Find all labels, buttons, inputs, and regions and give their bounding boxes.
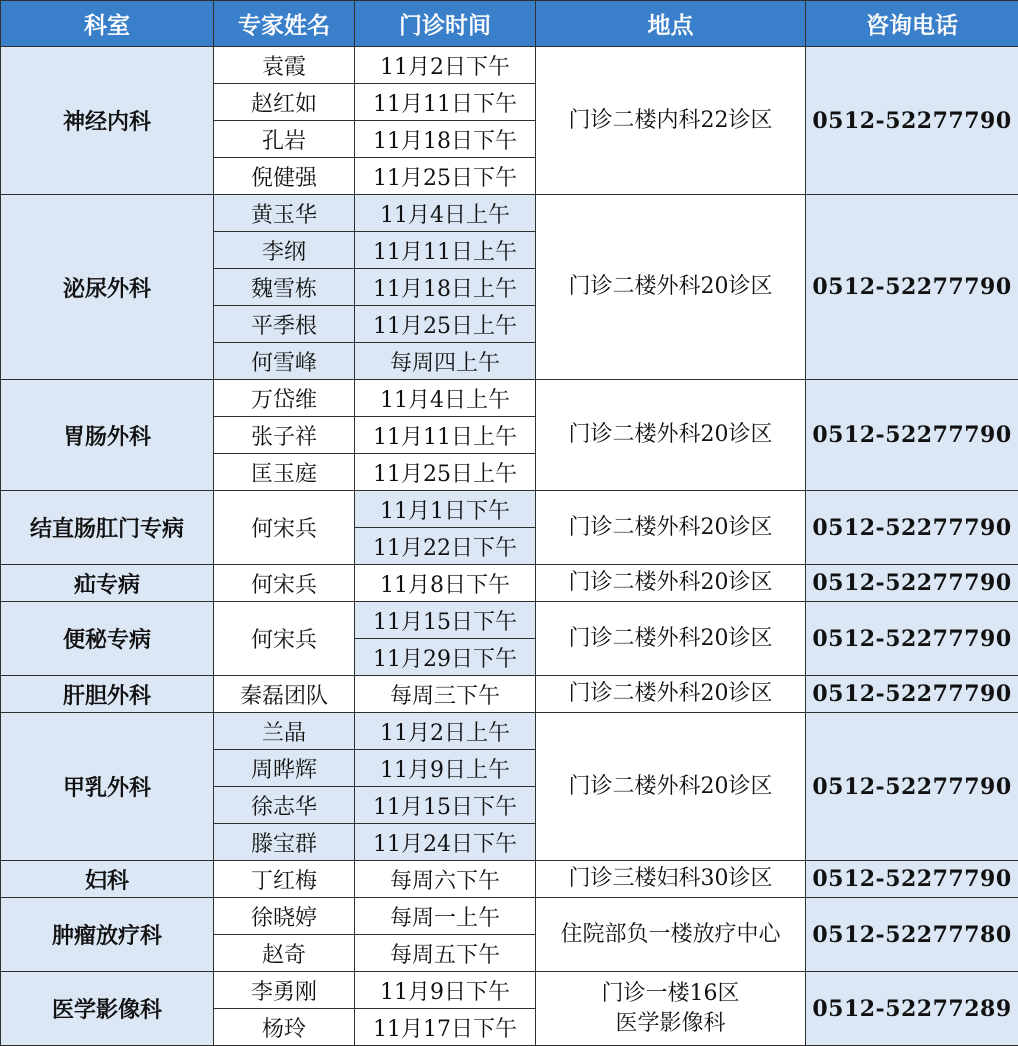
- time-cell: 每周一上午: [355, 898, 536, 935]
- table-row: [1, 676, 1018, 713]
- expert-cell: 平季根: [214, 306, 355, 343]
- phone-cell: 0512-52277790: [806, 565, 1018, 602]
- time-cell: 11月15日下午: [355, 787, 536, 824]
- location-cell: 门诊二楼外科20诊区: [536, 491, 806, 565]
- expert-cell: 匡玉庭: [214, 454, 355, 491]
- dept-cell: 肝胆外科: [1, 676, 214, 713]
- expert-cell: 滕宝群: [214, 824, 355, 861]
- expert-cell: 何雪峰: [214, 343, 355, 380]
- expert-cell: 杨玲: [214, 1009, 355, 1046]
- header-dept: 科室: [1, 1, 214, 47]
- phone-cell: 0512-52277780: [806, 898, 1018, 972]
- location-cell: 门诊二楼外科20诊区: [536, 713, 806, 861]
- header-location: 地点: [536, 1, 806, 47]
- dept-cell: 医学影像科: [1, 972, 214, 1046]
- location-cell: 门诊二楼外科20诊区: [536, 676, 806, 713]
- table-row: [1, 47, 1018, 84]
- expert-cell: 倪健强: [214, 158, 355, 195]
- phone-cell: 0512-52277790: [806, 491, 1018, 565]
- phone-cell: 0512-52277790: [806, 713, 1018, 861]
- expert-cell: 万岱维: [214, 380, 355, 417]
- phone-cell: 0512-52277790: [806, 380, 1018, 491]
- time-cell: 11月2日下午: [355, 47, 536, 84]
- time-cell: 每周三下午: [355, 676, 536, 713]
- time-cell: 每周四上午: [355, 343, 536, 380]
- time-cell: 11月18日上午: [355, 269, 536, 306]
- table-row: [1, 713, 1018, 750]
- table-row: [1, 380, 1018, 417]
- time-cell: 11月11日上午: [355, 417, 536, 454]
- expert-cell: 何宋兵: [214, 602, 355, 676]
- phone-cell: 0512-52277289: [806, 972, 1018, 1046]
- phone-cell: 0512-52277790: [806, 861, 1018, 898]
- dept-cell: 疝专病: [1, 565, 214, 602]
- expert-cell: 魏雪栋: [214, 269, 355, 306]
- location-cell: 门诊三楼妇科30诊区: [536, 861, 806, 898]
- header-time: 门诊时间: [355, 1, 536, 47]
- expert-cell: 袁霞: [214, 47, 355, 84]
- header-phone: 咨询电话: [806, 1, 1018, 47]
- table-row: [1, 565, 1018, 602]
- time-cell: 11月25日上午: [355, 306, 536, 343]
- time-cell: 11月9日上午: [355, 750, 536, 787]
- location-cell: 门诊二楼外科20诊区: [536, 380, 806, 491]
- location-cell: [536, 972, 806, 1046]
- time-cell: 11月11日下午: [355, 84, 536, 121]
- header-expert: 专家姓名: [214, 1, 355, 47]
- location-line-2: 医学影像科: [615, 1010, 726, 1036]
- time-cell: 11月18日下午: [355, 121, 536, 158]
- time-cell: 11月29日下午: [355, 639, 536, 676]
- expert-cell: 兰晶: [214, 713, 355, 750]
- expert-cell: 李勇刚: [214, 972, 355, 1009]
- time-cell: 11月9日下午: [355, 972, 536, 1009]
- dept-cell: 便秘专病: [1, 602, 214, 676]
- dept-cell: 泌尿外科: [1, 195, 214, 380]
- time-cell: 每周六下午: [355, 861, 536, 898]
- expert-cell: 何宋兵: [214, 565, 355, 602]
- dept-cell: 结直肠肛门专病: [1, 491, 214, 565]
- location-cell: 住院部负一楼放疗中心: [536, 898, 806, 972]
- dept-cell: 肿瘤放疗科: [1, 898, 214, 972]
- expert-cell: 秦磊团队: [214, 676, 355, 713]
- location-cell: 门诊二楼外科20诊区: [536, 602, 806, 676]
- expert-cell: 孔岩: [214, 121, 355, 158]
- time-cell: 11月24日下午: [355, 824, 536, 861]
- table-row: [1, 861, 1018, 898]
- dept-cell: 妇科: [1, 861, 214, 898]
- expert-cell: 李纲: [214, 232, 355, 269]
- dept-cell: 神经内科: [1, 47, 214, 195]
- phone-cell: 0512-52277790: [806, 195, 1018, 380]
- phone-cell: 0512-52277790: [806, 602, 1018, 676]
- expert-cell: 徐晓婷: [214, 898, 355, 935]
- location-cell: 门诊二楼内科22诊区: [536, 47, 806, 195]
- time-cell: 11月25日下午: [355, 158, 536, 195]
- time-cell: 11月15日下午: [355, 602, 536, 639]
- time-cell: 11月4日上午: [355, 195, 536, 232]
- expert-cell: 徐志华: [214, 787, 355, 824]
- table-row: [1, 602, 1018, 639]
- table-row: [1, 491, 1018, 528]
- expert-cell: 丁红梅: [214, 861, 355, 898]
- dept-cell: 甲乳外科: [1, 713, 214, 861]
- time-cell: 11月25日上午: [355, 454, 536, 491]
- time-cell: 11月8日下午: [355, 565, 536, 602]
- location-cell: 门诊二楼外科20诊区: [536, 195, 806, 380]
- time-cell: 11月17日下午: [355, 1009, 536, 1046]
- table-row: [1, 898, 1018, 935]
- expert-cell: 张子祥: [214, 417, 355, 454]
- expert-cell: 赵红如: [214, 84, 355, 121]
- time-cell: 11月1日下午: [355, 491, 536, 528]
- expert-cell: 何宋兵: [214, 491, 355, 565]
- header-row: [1, 1, 1018, 47]
- table-row: [1, 195, 1018, 232]
- phone-cell: 0512-52277790: [806, 676, 1018, 713]
- location-cell: 门诊二楼外科20诊区: [536, 565, 806, 602]
- time-cell: 11月2日上午: [355, 713, 536, 750]
- table-row: [1, 972, 1018, 1009]
- phone-cell: 0512-52277790: [806, 47, 1018, 195]
- time-cell: 11月4日上午: [355, 380, 536, 417]
- dept-cell: 胃肠外科: [1, 380, 214, 491]
- expert-cell: 赵奇: [214, 935, 355, 972]
- location-line-1: 门诊一楼16区: [601, 980, 740, 1006]
- expert-cell: 黄玉华: [214, 195, 355, 232]
- time-cell: 每周五下午: [355, 935, 536, 972]
- time-cell: 11月11日上午: [355, 232, 536, 269]
- time-cell: 11月22日下午: [355, 528, 536, 565]
- expert-cell: 周晔辉: [214, 750, 355, 787]
